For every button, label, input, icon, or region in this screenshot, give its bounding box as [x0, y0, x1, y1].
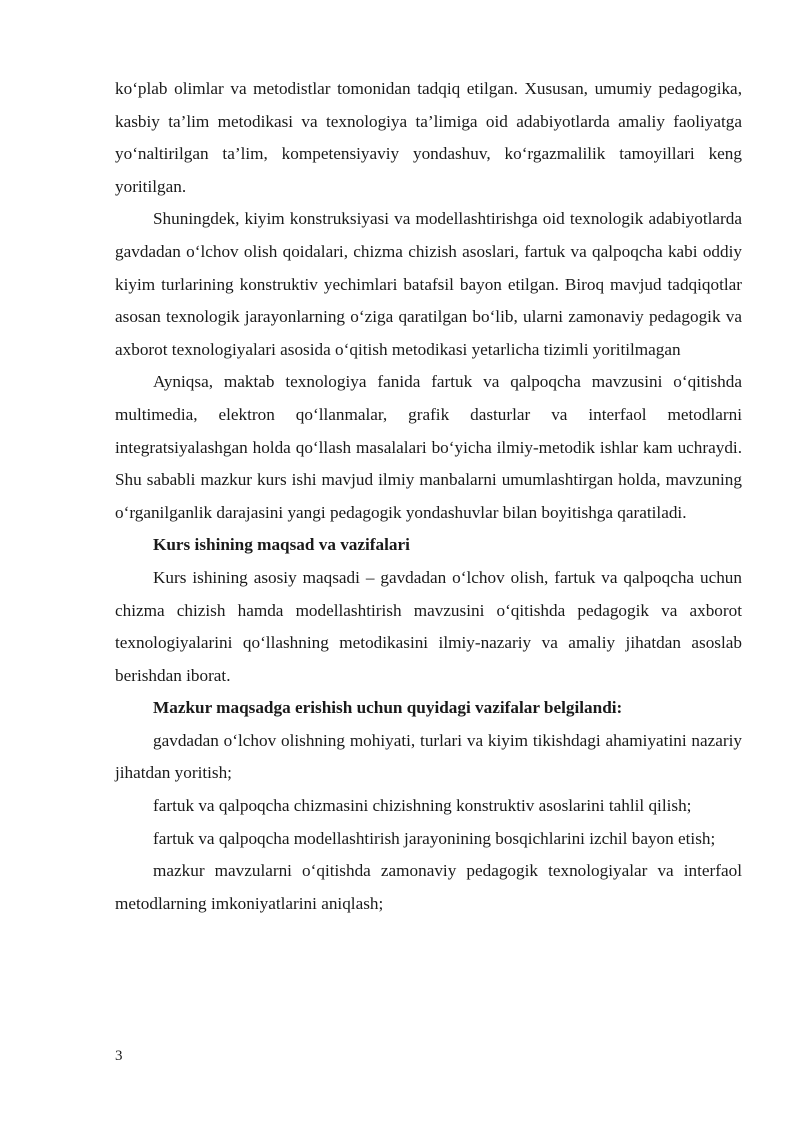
- task-item: mazkur mavzularni o‘qitishda zamonaviy pedagogik texnologiyalar va interfaol metodlarning imkoniyatlarini aniqlash;: [115, 861, 742, 913]
- task-item: fartuk va qalpoqcha chizmasini chizishning konstruktiv asoslarini tahlil qilish;: [153, 796, 692, 816]
- paragraph-text: Shuningdek, kiyim konstruksiyasi va modellashtirishga oid texnologik adabiyotlarda gavdadan o‘lchov olish qoidalari, chizma chizish asoslari, fartuk va qalpoqcha kabi oddiy kiyim turlarining konstruktiv yechimlari batafsil bayon etilgan. Biroq mavjud tadqiqotlar asosan texnologik jarayonlarning o‘ziga qaratilgan bo‘lib, ularni zamonaviy pedagogik va axborot texnologiyalari asosida o‘qitish metodikasi yetarlicha tizimli yoritilmagan: [115, 209, 742, 359]
- paragraph-text: Kurs ishining asosiy maqsadi – gavdadan o‘lchov olish, fartuk va qalpoqcha uchun chizma chizish hamda modellashtirish mavzusini o‘qitishda pedagogik va axborot texnologiyalarini qo‘llashning metodikasini ilmiy-nazariy va amaliy jihatdan asoslab berishdan iborat.: [115, 567, 742, 685]
- tasks-heading: Mazkur maqsadga erishish uchun quyidagi vazifalar belgilandi:: [153, 698, 623, 718]
- task-item: fartuk va qalpoqcha modellashtirish jarayonining bosqichlarini izchil bayon etish;: [153, 828, 716, 848]
- paragraph-text: Ayniqsa, maktab texnologiya fanida fartuk va qalpoqcha mavzusini o‘qitishda multimedia, elektron qo‘llanmalar, grafik dasturlar va interfaol metodlarni integratsiyalashgan holda qo‘llash masalalari bo‘yicha ilmiy-metodik ishlar kam uchraydi. Shu sababli mazkur kurs ishi mavjud ilmiy manbalarni umumlashtirgan holda, mavzuning o‘rganilganlik darajasini yangi pedagogik yondashuvlar bilan boyitishga qaratiladi.: [115, 372, 742, 522]
- page-body: [115, 73, 742, 920]
- paragraph-continuation: ko‘plab olimlar va metodistlar tomonidan tadqiq etilgan. Xususan, umumiy pedagogika, kasbiy ta’lim metodikasi va texnologiya ta’limiga oid adabiyotlarda amaliy faoliyatga yo‘naltirilgan ta’lim, kompetensiyaviy yondashuv, ko‘rgazmalilik tamoyillari keng yoritilgan.: [115, 79, 742, 196]
- task-item: gavdadan o‘lchov olishning mohiyati, turlari va kiyim tikishdagi ahamiyatini nazariy jihatdan yoritish;: [115, 730, 742, 783]
- page-number: 3: [115, 1048, 123, 1064]
- section-heading: Kurs ishining maqsad va vazifalari: [153, 535, 410, 555]
